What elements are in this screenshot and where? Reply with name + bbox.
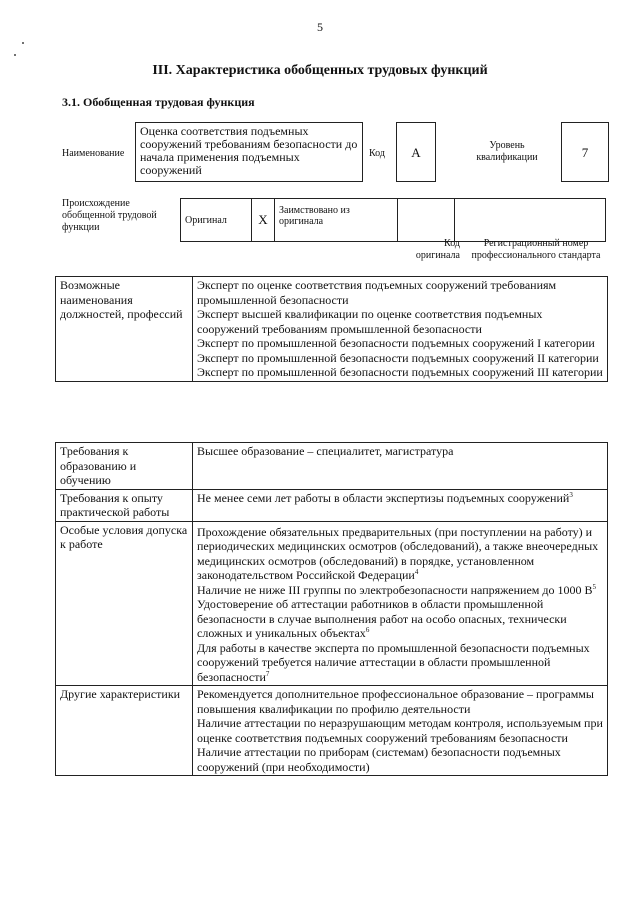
borrowed-label: Заимствовано из оригинала [275,199,398,242]
reg-caption: Регистрационный номер профессионального стандарта [471,238,601,261]
name-value: Оценка соответствия подъемных сооружений требованиям безопасности до начала применения подъемных сооружений [135,122,363,182]
education-label: Требования к образованию и обучению [56,443,193,490]
scan-speck [14,54,16,56]
code-caption: Код оригинала [415,238,460,261]
origin-reg-cell [455,199,606,242]
code-label: Код [369,148,385,159]
other-cell [193,686,608,776]
positions-table [55,276,608,382]
requirements-table [55,442,608,776]
footnote-ref: 3 [569,490,573,499]
footnote-ref: 5 [592,582,596,591]
education-value: Высшее образование – специалитет, магистратура [193,443,608,490]
admission-item-text: Удостоверение об аттестации работников в области промышленной безопасности в случае выполнения работ на особо опасных, технически сложных и уникальных объектах [197,597,567,640]
admission-item [197,583,603,598]
position-item: Эксперт по оценке соответствия подъемных сооружений требованиям промышленной безопасности [197,278,557,307]
experience-label: Требования к опыту практической работы [56,489,193,521]
admission-item [197,641,603,685]
other-item: Наличие аттестации по приборам (системам) безопасности подъемных сооружений (при необходимости) [197,745,561,774]
positions-label: Возможные наименования должностей, профессий [56,277,193,382]
position-item: Эксперт по промышленной безопасности подъемных сооружений II категории [197,350,599,365]
footnote-ref: 7 [265,669,270,678]
other-item: Рекомендуется дополнительное профессиональное образование – программы повышения квалификации по профилю деятельности [197,687,594,716]
original-label: Оригинал [185,214,227,226]
admission-label: Особые условия допуска к работе [56,521,193,686]
scan-speck [22,42,24,44]
other-label: Другие характеристики [56,686,193,776]
position-item: Эксперт высшей квалификации по оценке соответствия подъемных сооружений требованиям промышленной безопасности [197,307,543,336]
origin-label: Происхождение обобщенной трудовой функции [62,198,157,233]
section-title: III. Характеристика обобщенных трудовых функций [152,63,488,78]
level-value: 7 [561,122,609,182]
position-item: Эксперт по промышленной безопасности подъемных сооружений III категории [197,365,603,379]
position-item: Эксперт по промышленной безопасности подъемных сооружений I категории [197,336,595,350]
experience-cell [193,489,608,521]
admission-item [197,525,603,583]
original-cell [181,199,252,242]
name-label: Наименование [62,148,125,159]
code-value: A [396,122,436,182]
admission-item-text: Прохождение обязательных предварительных (при поступлении на работу) и периодических медицинских осмотров (обследований), а также внеочередных медицинских осмотров (обследований) в порядке, установленном законодательством Российской Федерации [197,524,599,582]
footnote-ref: 4 [414,568,419,576]
admission-item [197,597,603,641]
original-mark: X [252,199,275,242]
subsection-title: 3.1. Обобщенная трудовая функция [62,95,255,109]
origin-code-cell [398,199,455,242]
experience-value: Не менее семи лет работы в области экспертизы подъемных сооружений [197,490,570,505]
positions-cell [193,277,608,382]
admission-item-text: Для работы в качестве эксперта по промышленной безопасности подъемных сооружений требуется наличие аттестации в области промышленной безопасности [197,640,590,684]
footnote-ref: 6 [365,626,370,634]
other-item: Наличие аттестации по неразрушающим методам контроля, используемым при оценке соответствия подъемных сооружений требованиям безопасности [197,716,603,745]
level-label: Уровень квалификации [476,140,538,163]
origin-table [180,198,606,242]
admission-cell [193,521,608,686]
admission-item-text: Наличие не ниже III группы по электробезопасности напряжением до 1000 В [197,582,593,597]
page-number: 5 [317,20,323,34]
